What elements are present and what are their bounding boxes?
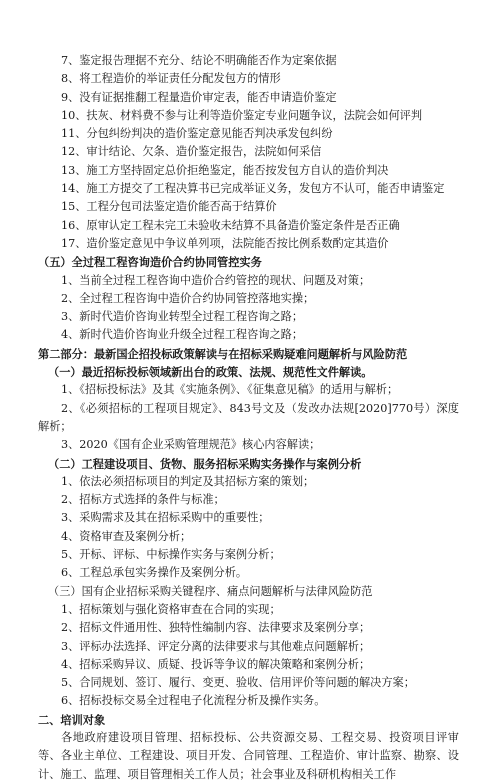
text-line: 10、扶灰、材料费不参与让利等造价鉴定专业问题争议，法院会如何评判 — [61, 108, 423, 122]
text-line: 7、鉴定报告理据不充分、结论不明确能否作为定案依据 — [61, 54, 337, 67]
section-heading: （五）全过程工程咨询造价合约协同管控实务 — [38, 255, 262, 270]
text-line: 3、采购需求及其在招标采购中的重要性； — [61, 511, 270, 525]
text-line: 9、没有证据推翻工程量造价审定表，能否申请造价鉴定 — [61, 90, 337, 104]
text-line: 1、当前全过程工程咨询中造价合约管控的现状、问题及对策； — [61, 273, 371, 287]
text-line: 1、依法必须招标项目的判定及其招标方案的策划； — [61, 474, 315, 488]
text-line: 6、工程总承包实务操作及案例分析。 — [61, 566, 248, 580]
section-heading: （二）工程建设项目、货物、服务招标采购实务操作与案例分析 — [48, 456, 362, 471]
text-line: 11、分包纠纷判决的造价鉴定意见能否判决承发包纠纷 — [61, 127, 333, 141]
text-line: 3、评标办法选择、评定分离的法律要求与其他难点问题解析； — [61, 639, 371, 653]
text-line: 1、招标策划与强化资格审查在合同的实现； — [61, 602, 281, 616]
text-line: 14、施工方提交了工程决算书已完成举证义务，发包方不认可，能否申请鉴定 — [61, 182, 445, 196]
text-line: 16、原审认定工程未完工未验收未结算不具备造价鉴定条件是否正确 — [61, 218, 400, 232]
text-line: 各地政府建设项目管理、招标投标、公共资源交易、工程交易、投资项目评审等、各业主单位、工程建设、项目开发、合同管理、工程造价、审计监察、勘察、设计、施工、监理、项目管理相关工作人员；社会事业及科研机构相关工作 — [38, 730, 459, 781]
text-line: 5、开标、评标、中标操作实务与案例分析； — [61, 548, 281, 562]
text-line: （三）国有企业招标采购关键程序、痛点问题解析与法律风险防范 — [48, 584, 373, 598]
text-line: 2、《必须招标的工程项目规定》、843号文及（发改办法规[2020]770号）深度解析； — [38, 401, 459, 433]
text-line: 3、新时代造价咨询业转型全过程工程咨询之路； — [61, 310, 304, 324]
text-line: 8、将工程造价的举证责任分配发包方的情形 — [61, 72, 281, 86]
text-line: 4、招标采购异议、质疑、投诉等争议的解决策略和案例分析； — [61, 657, 371, 671]
text-line: 4、新时代造价咨询业升级全过程工程咨询之路； — [61, 328, 304, 342]
text-line: 13、施工方坚持固定总价拒绝鉴定，能否按发包方自认的造价判决 — [61, 163, 389, 177]
section-heading: 第二部分：最新国企招投标政策解读与在招标采购疑难问题解析与风险防范 — [38, 346, 408, 361]
section-heading: （一）最近招标投标领域新出台的政策、法规、规范性文件解读。 — [48, 365, 373, 380]
text-line: 5、合同规划、签订、履行、变更、验收、信用评价等问题的解决方案； — [61, 676, 415, 690]
text-line: 12、审计结论、欠条、造价鉴定报告，法院如何采信 — [61, 145, 322, 159]
text-line: 4、资格审查及案例分析； — [61, 529, 192, 543]
text-line: 3、2020《国有企业采购管理规范》核心内容解读； — [61, 438, 321, 452]
text-line: 15、工程分包司法鉴定造价能否高于结算价 — [61, 200, 277, 214]
text-line: 1、《招标投标法》及其《实施条例》、《征集意见稿》的适用与解析； — [61, 383, 399, 397]
text-line: 17、造价鉴定意见中争议单列项，法院能否按比例系数酌定其造价 — [61, 236, 389, 250]
document-body — [38, 52, 459, 784]
text-line: 2、招标方式选择的条件与标准； — [61, 493, 225, 507]
text-line: 6、招标投标交易全过程电子化流程分析及操作实务。 — [61, 694, 326, 708]
section-heading: 二、培训对象 — [38, 712, 106, 727]
text-line: 2、招标文件通用性、独特性编制内容、法律要求及案例分享； — [61, 621, 371, 635]
text-line: 2、全过程工程咨询中造价合约协同管控落地实操； — [61, 291, 315, 305]
